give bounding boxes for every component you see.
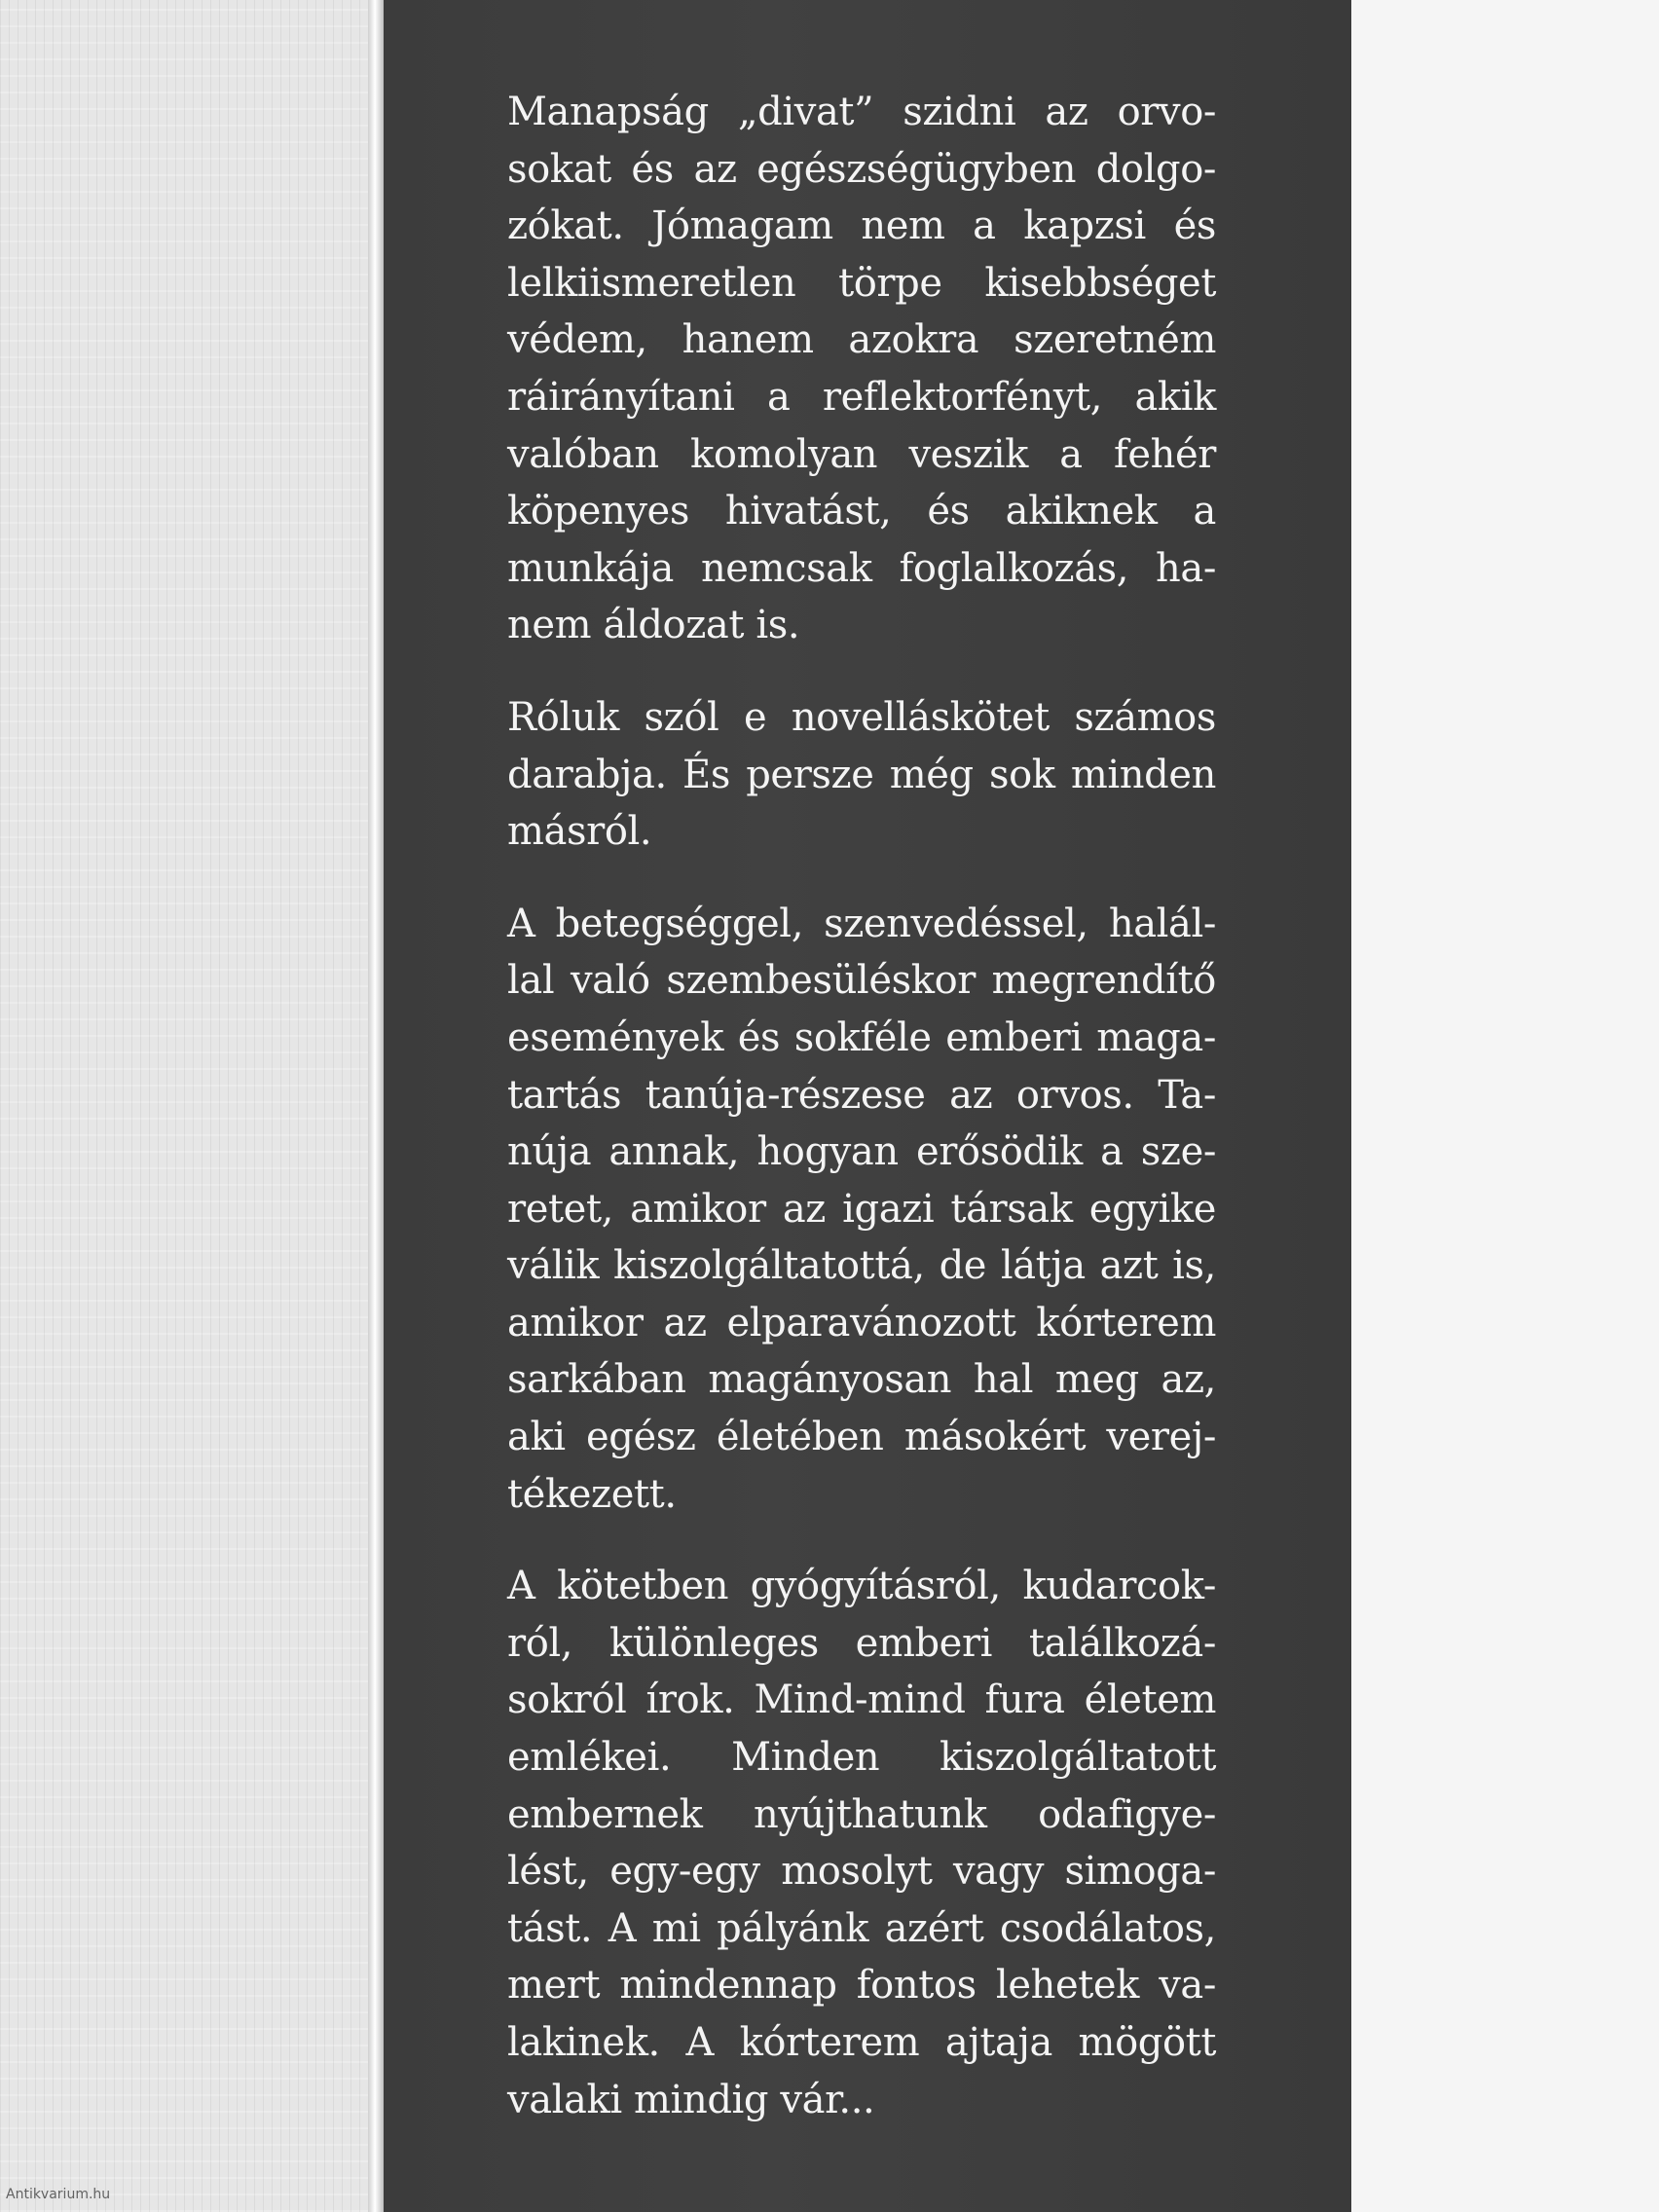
blurb-paragraph-3 (507, 896, 1216, 1524)
text-line: sokról írok. Mind-mind fura életem (507, 1677, 1216, 1723)
text-line: embernek nyújthatunk odafigye- (507, 1791, 1216, 1837)
text-line: nem áldozat is. (507, 603, 800, 648)
text-line: sokat és az egészségügyben dolgo- (507, 146, 1216, 192)
page-edge (368, 0, 384, 2212)
text-line: lést, egy-egy mosolyt vagy simoga- (507, 1849, 1216, 1895)
text-line: lelkiismeretlen törpe kisebbséget (507, 260, 1216, 306)
text-line: aki egész életében másokért verej- (507, 1415, 1216, 1460)
blurb-paragraph-1 (507, 84, 1216, 654)
text-line: védem, hanem azokra szeretném (507, 317, 1216, 363)
text-line: másról. (507, 809, 652, 855)
text-line: tást. A mi pályánk azért csodálatos, (507, 1905, 1216, 1951)
left-page-background (0, 0, 382, 2212)
back-cover-blurb (507, 84, 1216, 2163)
text-line: amikor az elparavánozott kórterem (507, 1300, 1216, 1346)
text-line: darabja. És persze még sok minden (507, 752, 1216, 797)
text-line: Manapság „divat” szidni az orvo- (507, 90, 1216, 134)
right-page-background (1351, 0, 1659, 2212)
text-line: valaki mindig vár... (507, 2077, 875, 2122)
text-line: Róluk szól e novelláskötet számos (507, 694, 1216, 740)
text-line: események és sokféle emberi maga- (507, 1014, 1216, 1060)
blurb-paragraph-2 (507, 689, 1216, 861)
text-line: núja annak, hogyan erősödik a sze- (507, 1129, 1216, 1175)
text-line: mert mindennap fontos lehetek va- (507, 1963, 1216, 2009)
text-line: tartás tanúja-részese az orvos. Ta- (507, 1072, 1216, 1118)
text-line: válik kiszolgáltatottá, de látja azt is, (507, 1243, 1216, 1289)
text-line: zókat. Jómagam nem a kapzsi és (507, 203, 1216, 249)
text-line: lal való szembesüléskor megrendítő (507, 958, 1216, 1004)
text-line: ról, különleges emberi találkozá- (507, 1620, 1216, 1666)
text-line: lakinek. A kórterem ajtaja mögött (507, 2020, 1216, 2065)
text-line: A betegséggel, szenvedéssel, halál- (507, 901, 1216, 946)
text-line: köpenyes hivatást, és akiknek a (507, 489, 1216, 535)
blurb-paragraph-4 (507, 1558, 1216, 2128)
text-line: emlékei. Minden kiszolgáltatott (507, 1735, 1216, 1781)
text-line: sarkában magányosan hal meg az, (507, 1357, 1216, 1403)
text-line: A kötetben gyógyításról, kudarcok- (507, 1564, 1216, 1609)
text-line: munkája nemcsak foglalkozás, ha- (507, 545, 1216, 591)
text-line: ráirányítani a reflektorfényt, akik (507, 374, 1216, 420)
site-watermark: Antikvarium.hu (6, 2187, 111, 2202)
text-line: tékezett. (507, 1471, 677, 1517)
text-line: valóban komolyan veszik a fehér (507, 431, 1216, 477)
text-line: retet, amikor az igazi társak egyike (507, 1186, 1216, 1232)
